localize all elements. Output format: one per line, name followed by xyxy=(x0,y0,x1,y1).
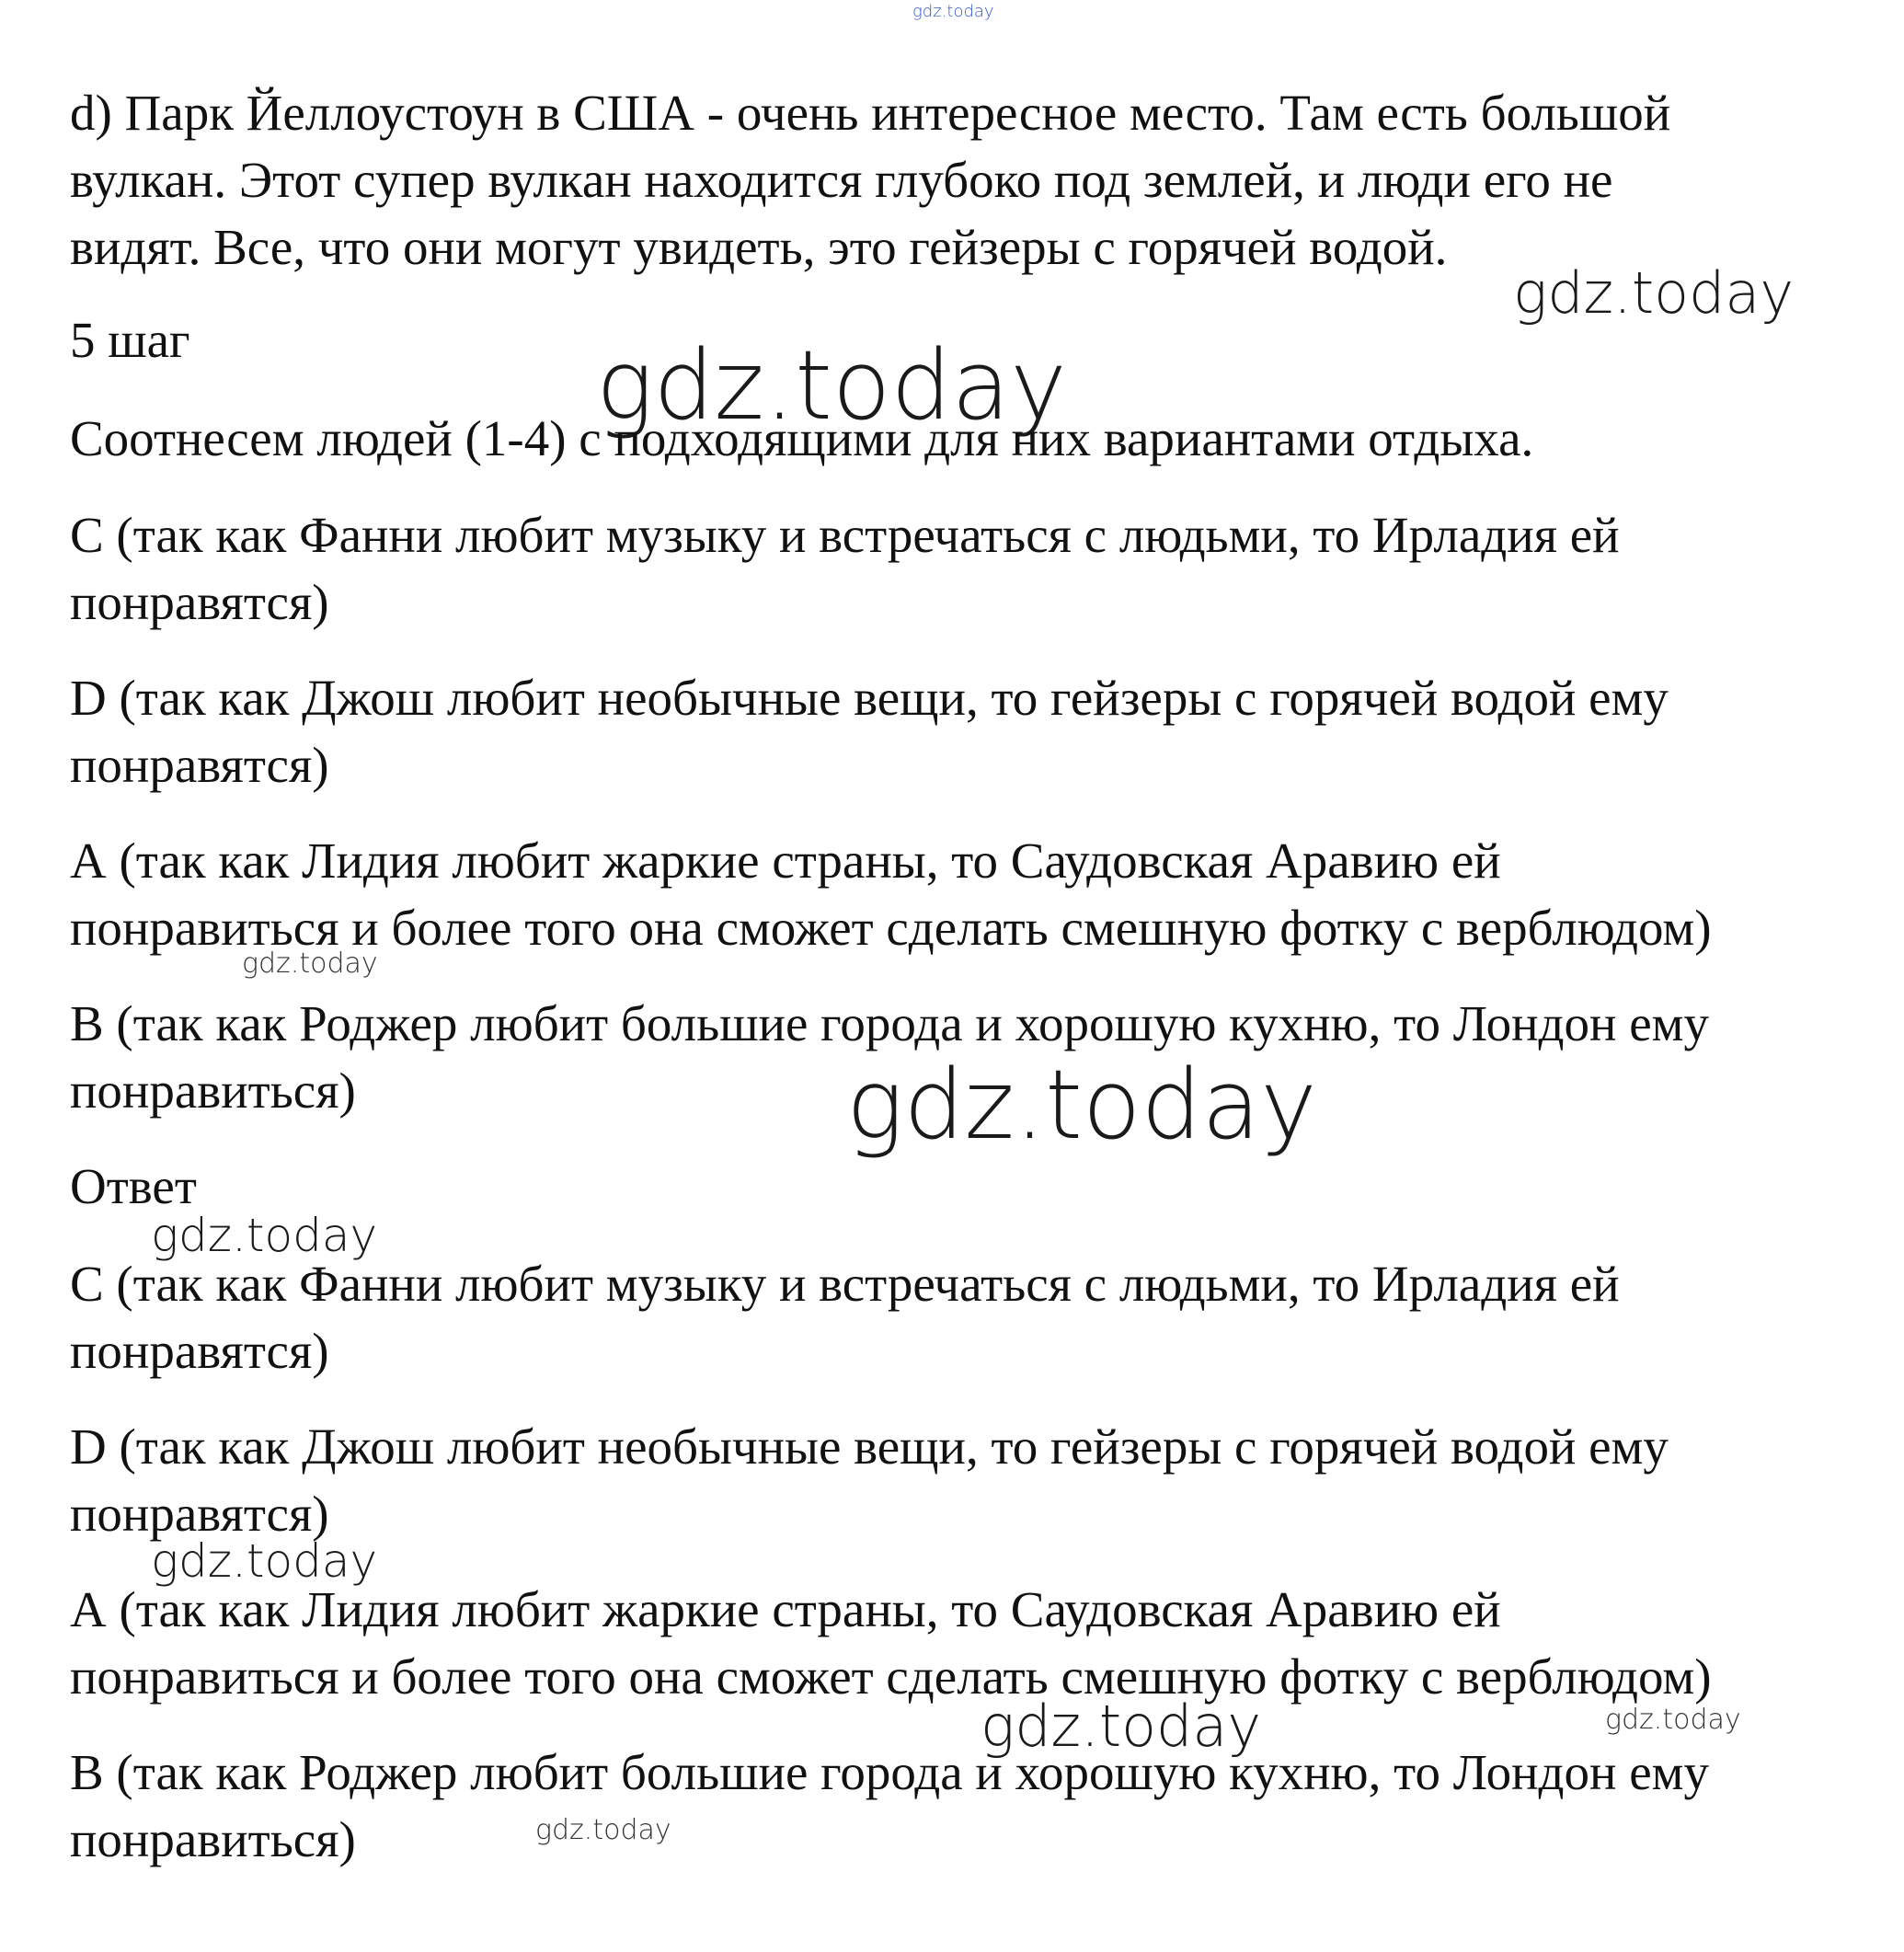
paragraph-d: d) Парк Йеллоустоун в США - очень интересное место. Там есть большой вулкан. Этот супер вулкан находится глубоко под землей, и люди его не видят. Все, что они могут увидеть, это гейзеры с горячей водой. xyxy=(70,85,1671,275)
solution-item-d: D (так как Джош любит необычные вещи, то гейзеры с горячей водой ему понравятся) xyxy=(70,670,1669,793)
watermark-small-left-1: gdz.today xyxy=(242,947,378,980)
solution-item-c: С (так как Фанни любит музыку и встречаться с людьми, то Ирладия ей понравятся) xyxy=(70,507,1620,630)
watermark-center-upper: gdz.today xyxy=(596,329,1067,442)
answer-item-d: D (так как Джош любит необычные вещи, то гейзеры с горячей водой ему понравятся) xyxy=(70,1418,1669,1542)
watermark-left-lower: gdz.today xyxy=(151,1534,378,1588)
watermark-center-lower: gdz.today xyxy=(981,1693,1262,1760)
watermark-bottom: gdz.today xyxy=(535,1814,671,1846)
watermark-center-middle: gdz.today xyxy=(846,1049,1317,1161)
answer-item-c: С (так как Фанни любит музыку и встречаться с людьми, то Ирладия ей понравятся) xyxy=(70,1256,1620,1379)
watermark-left-answer: gdz.today xyxy=(151,1209,378,1262)
step-label: 5 шаг xyxy=(70,312,190,368)
watermark-right-upper: gdz.today xyxy=(1513,259,1795,327)
answer-label: Ответ xyxy=(70,1158,197,1214)
step-intro: Соотнесем людей (1-4) с подходящими для них вариантами отдыха. xyxy=(70,410,1534,466)
watermark-top-tiny: gdz.today xyxy=(912,2,994,21)
solution-item-a: А (так как Лидия любит жаркие страны, то Саудовская Аравию ей понравиться и более того она сможет сделать смешную фотку с верблюдом) xyxy=(70,832,1712,956)
answer-item-b: В (так как Роджер любит большие города и хорошую кухню, то Лондон ему понравиться) xyxy=(70,1744,1709,1867)
answer-item-a: А (так как Лидия любит жаркие страны, то Саудовская Аравию ей понравиться и более того она сможет сделать смешную фотку с верблюдом) xyxy=(70,1581,1712,1705)
watermark-right-lower: gdz.today xyxy=(1605,1704,1741,1736)
solution-item-b: В (так как Роджер любит большие города и хорошую кухню, то Лондон ему понравиться) xyxy=(70,995,1709,1119)
